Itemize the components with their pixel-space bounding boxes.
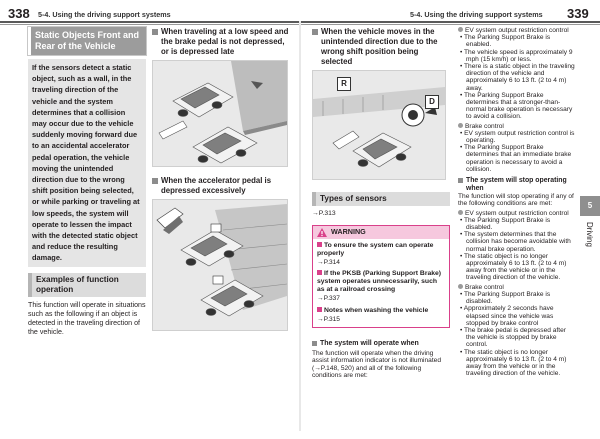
condition-item: • The Parking Support Brake is enabled. (460, 34, 551, 49)
circle-bullet-icon (458, 27, 463, 32)
condition-item: • The Parking Support Brake determines that an immediate brake operation is necessary to avoid a collision. (460, 144, 572, 173)
condition-item: • Approximately 2 seconds have elapsed since the vehicle was stopped by brake control (460, 305, 554, 327)
page-gutter (299, 21, 301, 431)
warning-item: Notes when washing the vehicle (313, 307, 449, 315)
warning-header (313, 226, 449, 239)
warning-item: If the PKSB (Parking Support Brake) system operates unnecessarily, such as at a railroad crossing (317, 270, 442, 293)
pink-square-icon (317, 242, 322, 247)
section-title: Static Objects Front and Rear of the Vehicle (28, 27, 146, 55)
car-accelerator-illustration (153, 200, 287, 330)
stop-heading: The system will stop operating when (458, 177, 576, 192)
column-2 (152, 27, 290, 331)
operate-heading: The system will operate when (312, 340, 450, 348)
gear-d-label: D (425, 95, 439, 109)
low-speed-illustration (152, 60, 288, 167)
condition-item: • The static object is no longer approximately 6 to 13 ft. (2 to 4 m) away from the vehicle or in the traveling direction of the vehicle. (460, 348, 567, 378)
stop-body: The function will stop operating if any of the following conditions are met: (458, 193, 574, 208)
warning-label: WARNING (331, 226, 366, 236)
examples-body: This function will operate in situations such as the following if an object is detected in the traveling direction of the vehicle. (28, 300, 146, 336)
gear-r-label: R (337, 77, 351, 91)
group-heading: EV system output restriction control (458, 27, 576, 34)
condition-item: • The Parking Support Brake is disabled. (460, 290, 551, 306)
column-1 (28, 27, 146, 337)
condition-item: • The Parking Support Brake is disabled. (460, 216, 551, 232)
intro-box: If the sensors detect a static object, such as a wall, in the traveling direction of the vehicle and the system determines that a collision may occur due to the vehicle suddenly moving forward due to an accidental accelerator pedal operation, the vehicle moving the unintended direction due to the wrong shift position being selected, or while parking or traveling at low speeds, the system will operate to lessen the impact with the detected static object and reduce the resulting damage. (28, 59, 146, 267)
accelerator-heading: When the accelerator pedal is depressed excessively (152, 176, 290, 196)
group-heading: Brake control (458, 123, 576, 130)
condition-item: • The static object is no longer approximately 6 to 13 ft. (2 to 4 m) away from the vehicle or in the traveling direction of the vehicle. (460, 252, 567, 282)
operate-body: The function will operate when the driving assist information indicator is not illuminated (→P.148, 520) and all of the following conditions are met: (312, 350, 442, 380)
left-running-header: 5-4. Using the driving support systems (38, 10, 171, 19)
group-heading: Brake control (458, 284, 576, 291)
warning-item: To ensure the system can operate properly (317, 241, 434, 257)
examples-heading: Examples of function operation (28, 273, 146, 297)
warning-box (312, 225, 450, 329)
circle-bullet-icon (458, 284, 463, 289)
warning-ref: →P.314 (317, 258, 340, 266)
warning-ref: →P.337 (317, 295, 340, 302)
chapter-tab-label: Driving (585, 222, 594, 247)
warning-ref: →P.315 (317, 315, 340, 323)
pink-square-icon (317, 307, 322, 312)
low-speed-heading: When traveling at a low speed and the brake pedal is not depressed, or is depressed late (152, 27, 290, 57)
right-page-number: 339 (567, 6, 589, 21)
types-of-sensors-ref: →P.313 (312, 210, 336, 217)
wrong-shift-illustration (312, 70, 446, 180)
condition-item: • The Parking Support Brake determines that a stronger-than-normal brake operation is necessary to avoid a collision. (460, 91, 573, 121)
warning-triangle-icon (317, 228, 327, 237)
square-bullet-icon (152, 29, 158, 35)
condition-item: • The vehicle speed is approximately 9 mph (15 km/h) or less. (460, 48, 573, 63)
circle-bullet-icon (458, 123, 463, 128)
square-bullet-icon (312, 29, 318, 35)
square-bullet-icon (458, 178, 463, 183)
condition-item: • The system determines that the collision has become avoidable with normal brake operation. (460, 231, 571, 253)
circle-bullet-icon (458, 210, 463, 215)
wrong-shift-heading: When the vehicle moves in the unintended direction due to the wrong shift position being selected (312, 27, 450, 67)
condition-item: • The brake pedal is depressed after the vehicle is stopped by brake control. (460, 326, 566, 349)
column-3 (312, 27, 450, 380)
column-4 (458, 27, 576, 377)
square-bullet-icon (312, 341, 317, 346)
pink-square-icon (317, 270, 322, 275)
group-heading: EV system output restriction control (458, 210, 576, 217)
types-of-sensors-heading: Types of sensors (312, 192, 450, 206)
car-approaching-wall-illustration (153, 61, 287, 166)
square-bullet-icon (152, 178, 158, 184)
left-page-number: 338 (8, 6, 30, 21)
right-running-header: 5-4. Using the driving support systems (410, 10, 543, 19)
accelerator-illustration (152, 199, 288, 331)
car-wrong-shift-illustration (313, 71, 445, 179)
condition-item: • There is a static object in the traveling direction of the vehicle and approximately 6 to 13 ft. (2 to 4 m) away. (460, 63, 575, 92)
condition-item: • EV system output restriction control is operating. (460, 129, 575, 145)
chapter-tab-number: 5 (580, 196, 600, 216)
